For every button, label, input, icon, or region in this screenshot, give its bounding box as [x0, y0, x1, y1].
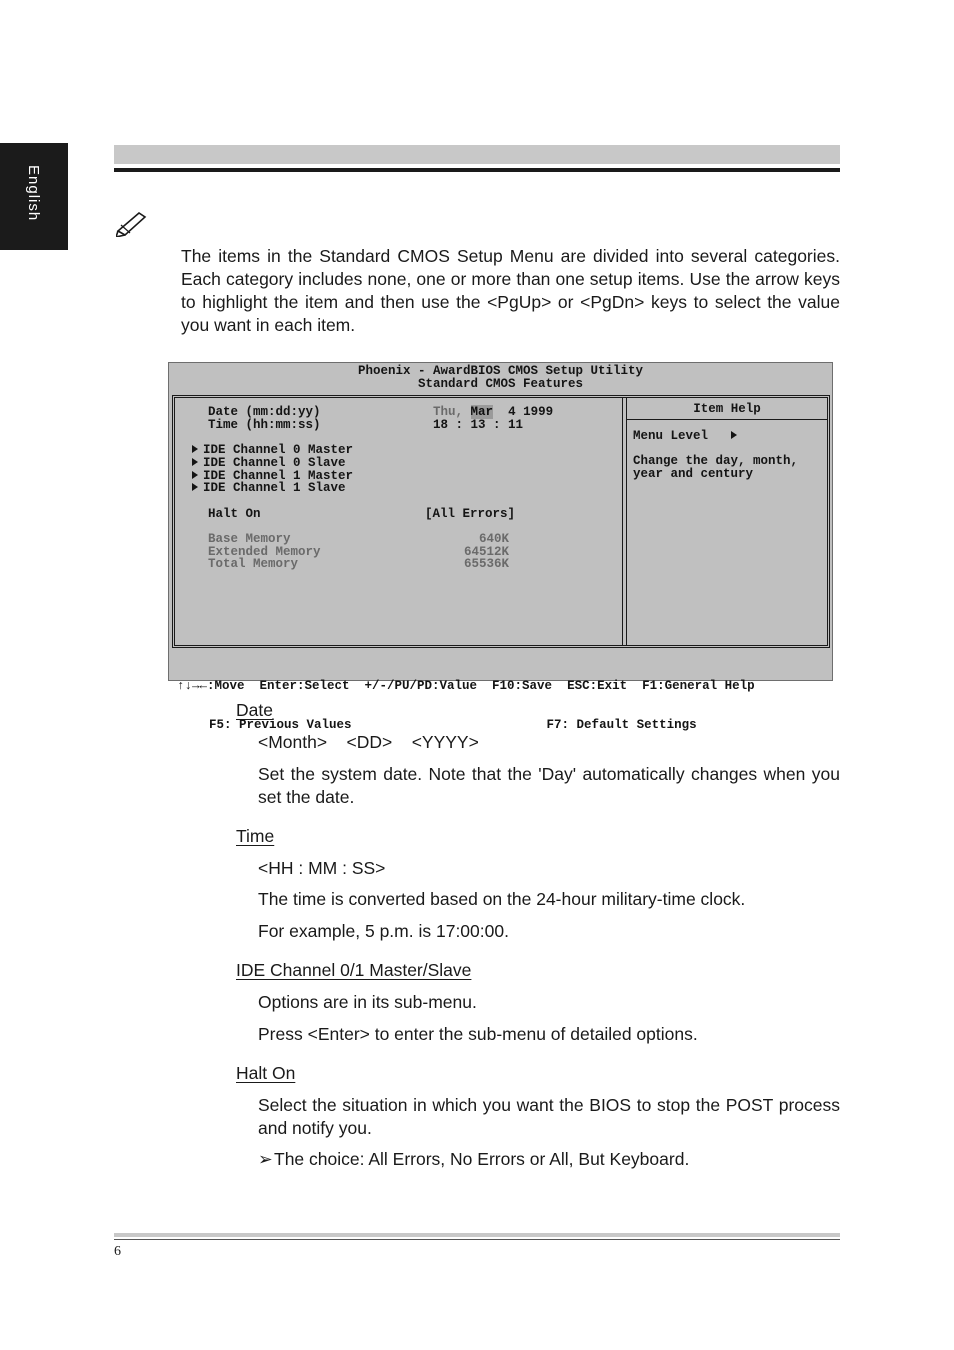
date-description: Set the system date. Note that the 'Day' automatically changes when you set the date. [258, 764, 840, 807]
bios-divider [622, 398, 627, 645]
ide-item[interactable] [192, 482, 346, 495]
date-label[interactable]: Date (mm:dd:yy) [208, 405, 321, 419]
bios-subtitle: Standard CMOS Features [417, 377, 584, 391]
language-tab-label: English [25, 165, 42, 222]
date-format: <Month> <DD> <YYYY> [258, 732, 479, 752]
total-memory-value: 65536K [463, 557, 509, 571]
time-value[interactable]: 18 : 13 : 11 [433, 418, 524, 432]
footer-rule [114, 1239, 840, 1240]
language-tab [0, 143, 68, 250]
ide-instructions: Press <Enter> to enter the sub-menu of detailed options. [258, 1024, 698, 1044]
submenu-arrow-icon [192, 483, 198, 491]
bios-key-hints: ↑↓→←:Move Enter:Select +/-/PU/PD:Value F10:Save ESC:Exit F1:General Help [177, 679, 755, 693]
time-description: The time is converted based on the 24-hour military-time clock. [258, 889, 746, 909]
submenu-arrow-icon [192, 445, 198, 453]
bios-frame [172, 395, 830, 648]
date-heading: Date [236, 700, 273, 720]
header-bar [114, 145, 840, 164]
help-text-line: Change the day, month, [633, 454, 799, 468]
time-heading: Time [236, 826, 275, 846]
page-number: 6 [114, 1244, 121, 1259]
extended-memory-value: 64512K [463, 545, 509, 559]
intro-paragraph: The items in the Standard CMOS Setup Menu are divided into several categories. Each category includes none, one or more than one setup items. Use the arrow keys to highlight the item and then use the <PgUp> or <PgDn> keys to select the value you want in each item. [181, 246, 840, 335]
menu-level-arrow-icon [731, 431, 737, 439]
ide-heading: IDE Channel 0/1 Master/Slave [236, 960, 472, 980]
bios-header [169, 363, 832, 391]
bios-title: Phoenix - AwardBIOS CMOS Setup Utility [357, 364, 644, 378]
base-memory-value: 640K [478, 532, 509, 546]
ide-item-label: IDE Channel 1 Master [203, 469, 354, 483]
time-label[interactable]: Time (hh:mm:ss) [208, 418, 321, 432]
date-day: Thu, [433, 405, 464, 419]
date-rest: 4 1999 [508, 405, 554, 419]
footer-bar [114, 1233, 840, 1237]
total-memory-label: Total Memory [208, 557, 299, 571]
halt-on-label[interactable]: Halt On [208, 507, 261, 521]
halt-on-choice [258, 1148, 840, 1171]
time-example: For example, 5 p.m. is 17:00:00. [258, 921, 509, 941]
pen-note-icon [116, 211, 148, 237]
halt-on-heading: Halt On [236, 1063, 296, 1083]
submenu-arrow-icon [192, 471, 198, 479]
halt-on-choice-text: The choice: All Errors, No Errors or All, But Keyboard. [274, 1149, 690, 1169]
item-help-title: Item Help [626, 399, 828, 420]
submenu-arrow-icon [192, 458, 198, 466]
header-rule [114, 168, 840, 172]
date-month[interactable]: Mar [470, 405, 494, 419]
bios-screenshot [168, 362, 833, 732]
bios-key-hints-2: F5: Previous Values F7: Default Settings [209, 718, 697, 732]
time-format: <HH : MM : SS> [258, 858, 386, 878]
bullet-arrow-icon: ➢ [258, 1149, 273, 1169]
menu-level-label: Menu Level [633, 429, 709, 443]
halt-on-description: Select the situation in which you want the BIOS to stop the POST process and notify you. [258, 1095, 840, 1138]
extended-memory-label: Extended Memory [208, 545, 321, 559]
ide-item-label: IDE Channel 0 Slave [203, 456, 346, 470]
ide-item-label: IDE Channel 0 Master [203, 443, 354, 457]
base-memory-label: Base Memory [208, 532, 291, 546]
halt-on-value[interactable]: [All Errors] [425, 507, 516, 521]
menu-level [633, 430, 742, 443]
help-text-line: year and century [633, 467, 754, 481]
ide-item-label: IDE Channel 1 Slave [203, 481, 346, 495]
ide-description: Options are in its sub-menu. [258, 992, 477, 1012]
